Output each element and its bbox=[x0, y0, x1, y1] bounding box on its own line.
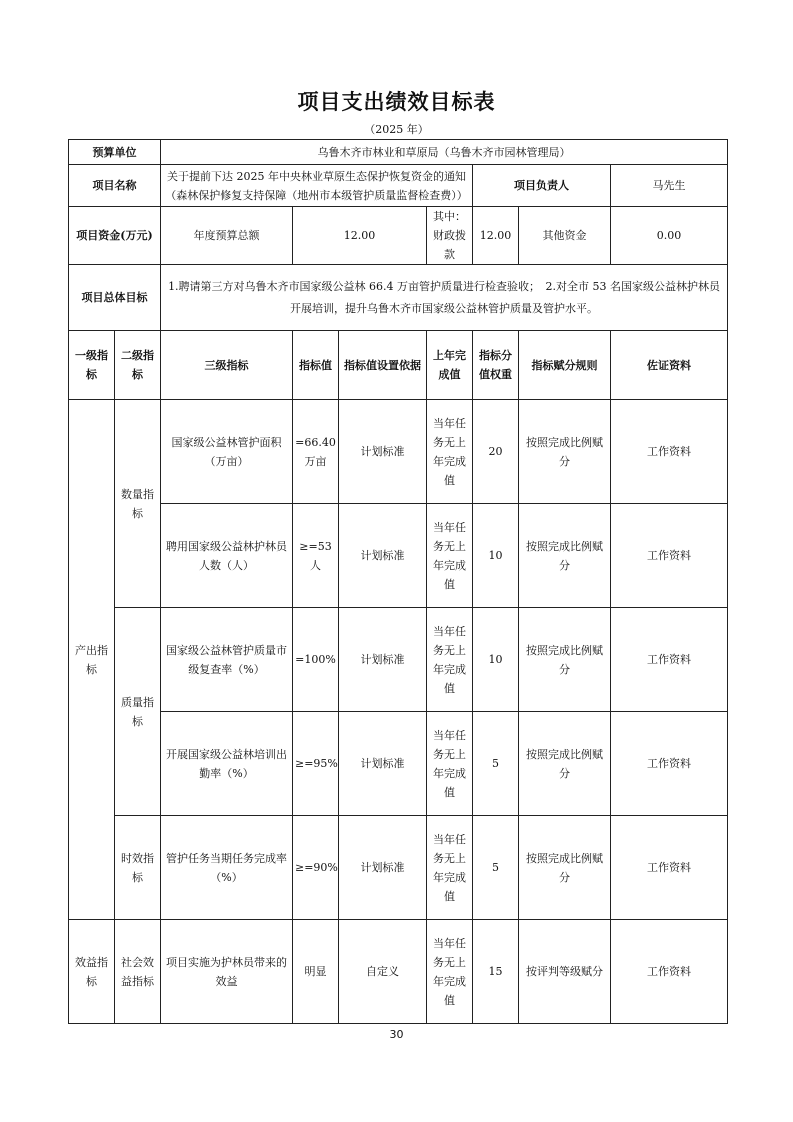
header-level1: 一级指标 bbox=[69, 331, 115, 400]
page-title: 项目支出绩效目标表 bbox=[297, 90, 496, 114]
group-timeliness: 时效指标 bbox=[115, 816, 161, 920]
indicator-rule: 按照完成比例赋分 bbox=[519, 712, 611, 816]
budget-unit-label: 预算单位 bbox=[69, 140, 161, 165]
indicator-evidence: 工作资料 bbox=[611, 816, 728, 920]
project-name-label: 项目名称 bbox=[69, 165, 161, 207]
indicator-rule: 按照完成比例赋分 bbox=[519, 608, 611, 712]
indicator-name: 管护任务当期任务完成率（%） bbox=[161, 816, 293, 920]
goal-value: 1.聘请第三方对乌鲁木齐市国家级公益林 66.4 万亩管护质量进行检查验收； 2.对全市 53 名国家级公益林护林员开展培训，提升乌鲁木齐市国家级公益林管护质量及管护水平。 bbox=[161, 265, 728, 331]
annual-budget-label: 年度预算总额 bbox=[161, 207, 293, 265]
group-social: 社会效益指标 bbox=[115, 920, 161, 1024]
indicator-name: 国家级公益林管护质量市级复查率（%） bbox=[161, 608, 293, 712]
performance-table bbox=[68, 139, 728, 1024]
header-weight: 指标分值权重 bbox=[473, 331, 519, 400]
indicator-evidence: 工作资料 bbox=[611, 504, 728, 608]
indicator-value: 明显 bbox=[293, 920, 339, 1024]
indicator-last-year: 当年任务无上年完成值 bbox=[427, 608, 473, 712]
funds-label: 项目资金(万元) bbox=[69, 207, 161, 265]
table-row bbox=[69, 816, 728, 920]
indicator-value: ≥=95% bbox=[293, 712, 339, 816]
indicator-evidence: 工作资料 bbox=[611, 712, 728, 816]
indicator-evidence: 工作资料 bbox=[611, 608, 728, 712]
indicator-basis: 计划标准 bbox=[339, 504, 427, 608]
indicator-rule: 按照完成比例赋分 bbox=[519, 504, 611, 608]
header-value: 指标值 bbox=[293, 331, 339, 400]
indicator-name: 国家级公益林管护面积（万亩） bbox=[161, 400, 293, 504]
group-output: 产出指标 bbox=[69, 400, 115, 920]
indicator-basis: 计划标准 bbox=[339, 712, 427, 816]
table-row bbox=[69, 712, 728, 816]
table-row bbox=[69, 608, 728, 712]
indicator-last-year: 当年任务无上年完成值 bbox=[427, 712, 473, 816]
indicator-rule: 按照完成比例赋分 bbox=[519, 400, 611, 504]
indicator-rule: 按评判等级赋分 bbox=[519, 920, 611, 1024]
budget-unit-value: 乌鲁木齐市林业和草原局（乌鲁木齐市园林管理局） bbox=[161, 140, 728, 165]
owner-label: 项目负责人 bbox=[473, 165, 611, 207]
indicator-basis: 计划标准 bbox=[339, 816, 427, 920]
group-quantity: 数量指标 bbox=[115, 400, 161, 608]
indicator-name: 项目实施为护林员带来的效益 bbox=[161, 920, 293, 1024]
indicator-value: ≥=53人 bbox=[293, 504, 339, 608]
header-level3: 三级指标 bbox=[161, 331, 293, 400]
indicator-weight: 5 bbox=[473, 712, 519, 816]
indicator-weight: 10 bbox=[473, 608, 519, 712]
group-quality: 质量指标 bbox=[115, 608, 161, 816]
indicator-last-year: 当年任务无上年完成值 bbox=[427, 920, 473, 1024]
other-value: 0.00 bbox=[611, 207, 728, 265]
indicator-weight: 5 bbox=[473, 816, 519, 920]
indicator-rule: 按照完成比例赋分 bbox=[519, 816, 611, 920]
indicator-name: 开展国家级公益林培训出勤率（%） bbox=[161, 712, 293, 816]
indicator-basis: 计划标准 bbox=[339, 608, 427, 712]
indicator-last-year: 当年任务无上年完成值 bbox=[427, 504, 473, 608]
indicator-basis: 自定义 bbox=[339, 920, 427, 1024]
indicator-name: 聘用国家级公益林护林员人数（人） bbox=[161, 504, 293, 608]
header-evidence: 佐证资料 bbox=[611, 331, 728, 400]
table-row bbox=[69, 920, 728, 1024]
fiscal-value: 12.00 bbox=[473, 207, 519, 265]
other-label: 其他资金 bbox=[519, 207, 611, 265]
goal-label: 项目总体目标 bbox=[69, 265, 161, 331]
group-benefit: 效益指标 bbox=[69, 920, 115, 1024]
year-subtitle: （2025 年） bbox=[364, 123, 429, 136]
indicator-basis: 计划标准 bbox=[339, 400, 427, 504]
indicator-last-year: 当年任务无上年完成值 bbox=[427, 400, 473, 504]
indicator-weight: 20 bbox=[473, 400, 519, 504]
indicator-value: =66.40 万亩 bbox=[293, 400, 339, 504]
fiscal-label: 其中：财政拨款 bbox=[427, 207, 473, 265]
header-last-year: 上年完成值 bbox=[427, 331, 473, 400]
indicator-evidence: 工作资料 bbox=[611, 400, 728, 504]
indicator-evidence: 工作资料 bbox=[611, 920, 728, 1024]
indicator-value: =100% bbox=[293, 608, 339, 712]
owner-value: 马先生 bbox=[611, 165, 728, 207]
indicator-weight: 15 bbox=[473, 920, 519, 1024]
header-rule: 指标赋分规则 bbox=[519, 331, 611, 400]
table-row bbox=[69, 400, 728, 504]
table-row bbox=[69, 504, 728, 608]
header-level2: 二级指标 bbox=[115, 331, 161, 400]
indicator-last-year: 当年任务无上年完成值 bbox=[427, 816, 473, 920]
indicator-weight: 10 bbox=[473, 504, 519, 608]
project-name-value: 关于提前下达 2025 年中央林业草原生态保护恢复资金的通知（森林保护修复支持保障（地州市本级管护质量监督检查费）） bbox=[161, 165, 473, 207]
page-number: 30 bbox=[389, 1028, 404, 1041]
header-basis: 指标值设置依据 bbox=[339, 331, 427, 400]
annual-budget-value: 12.00 bbox=[293, 207, 427, 265]
indicator-value: ≥=90% bbox=[293, 816, 339, 920]
